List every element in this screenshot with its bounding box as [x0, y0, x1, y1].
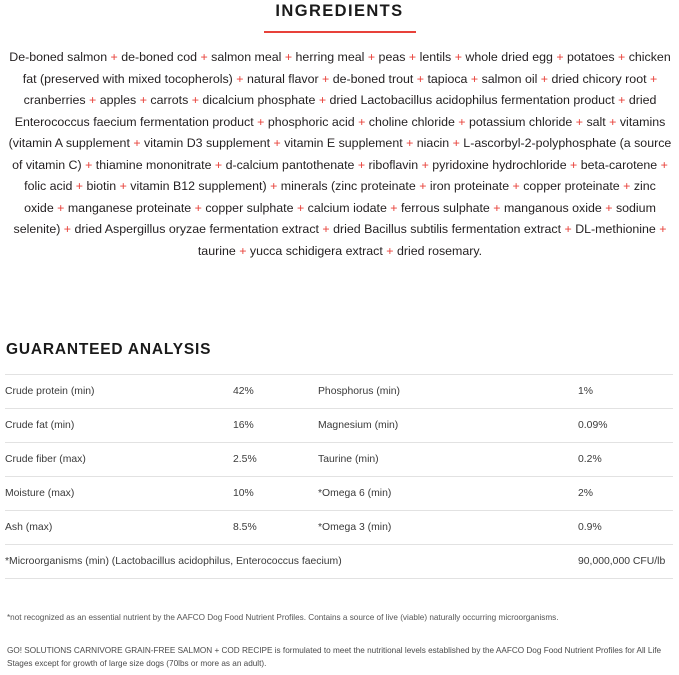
nutrient-label: *Omega 3 (min) [318, 511, 578, 545]
nutrient-value: 42% [233, 375, 318, 409]
nutrient-label: Crude fat (min) [5, 409, 233, 443]
nutrient-value: 2.5% [233, 443, 318, 477]
guaranteed-analysis-table [5, 374, 673, 579]
nutrient-value: 8.5% [233, 511, 318, 545]
ingredients-title: INGREDIENTS [275, 2, 404, 20]
ingredients-text-content: De-boned salmon + de-boned cod + salmon meal + herring meal + peas + lentils + whole dried egg + potatoes + chicken fat (preserved with mixed tocopherols) + natural flavor + de-boned trout + tapioca + salmon oil + dried chicory root + cranberries + apples + carrots + dicalcium phosphate + dried Lactobacillus acidophilus fermentation product + dried Enterococcus faecium fermentation product + phosphoric acid + choline chloride + potassium chloride + salt + vitamins (vitamin A supplement + vitamin D3 supplement + vitamin E supplement + niacin + L-ascorbyl-2-polyphosphate (a source of vitamin C) + thiamine mononitrate + d-calcium pantothenate + riboflavin + pyridoxine hydrochloride + beta-carotene + folic acid + biotin + vitamin B12 supplement) + minerals (zinc proteinate + iron proteinate + copper proteinate + zinc oxide + manganese proteinate + copper sulphate + calcium iodate + ferrous sulphate + manganous oxide + sodium selenite) + dried Aspergillus oryzae fermentation extract + dried Bacillus subtilis fermentation extract + DL-methionine + taurine + yucca schidigera extract + dried rosemary. [8, 50, 672, 258]
table-row [5, 477, 673, 511]
table-row [5, 409, 673, 443]
guaranteed-analysis-section [0, 340, 679, 579]
nutrient-value: 10% [233, 477, 318, 511]
ingredients-text [8, 47, 672, 262]
nutrient-label: Taurine (min) [318, 443, 578, 477]
nutrient-label: *Omega 6 (min) [318, 477, 578, 511]
table-row [5, 511, 673, 545]
nutrient-label: Moisture (max) [5, 477, 233, 511]
footnote-text: *not recognized as an essential nutrient by the AAFCO Dog Food Nutrient Profiles. Contains a source of live (viable) naturally occurring microorganisms. [7, 613, 559, 622]
nutrient-value: 0.09% [578, 409, 673, 443]
nutrient-value: 16% [233, 409, 318, 443]
nutrient-label: Magnesium (min) [318, 409, 578, 443]
microorganisms-label: *Microorganisms (min) (Lactobacillus acidophilus, Enterococcus faecium) [5, 545, 578, 579]
nutrient-label: Crude protein (min) [5, 375, 233, 409]
table-row [5, 443, 673, 477]
nutrient-label: Phosphorus (min) [318, 375, 578, 409]
title-underline-rule [264, 31, 416, 33]
microorganisms-value: 90,000,000 CFU/lb [578, 545, 673, 579]
ingredients-section [0, 0, 679, 262]
table-row-microorganisms [5, 545, 673, 579]
nutrient-value: 0.2% [578, 443, 673, 477]
nutrient-label: Crude fiber (max) [5, 443, 233, 477]
aafco-disclaimer-text: GO! SOLUTIONS CARNIVORE GRAIN-FREE SALMON + COD RECIPE is formulated to meet the nutritional levels established by the AAFCO Dog Food Nutrient Profiles for All Life Stages except for growth of large size dogs (70lbs or more as an adult). [7, 646, 662, 668]
table-row [5, 375, 673, 409]
nutrient-value: 0.9% [578, 511, 673, 545]
guaranteed-analysis-title: GUARANTEED ANALYSIS [6, 341, 212, 358]
nutrient-value: 2% [578, 477, 673, 511]
nutrient-value: 1% [578, 375, 673, 409]
nutrient-label: Ash (max) [5, 511, 233, 545]
